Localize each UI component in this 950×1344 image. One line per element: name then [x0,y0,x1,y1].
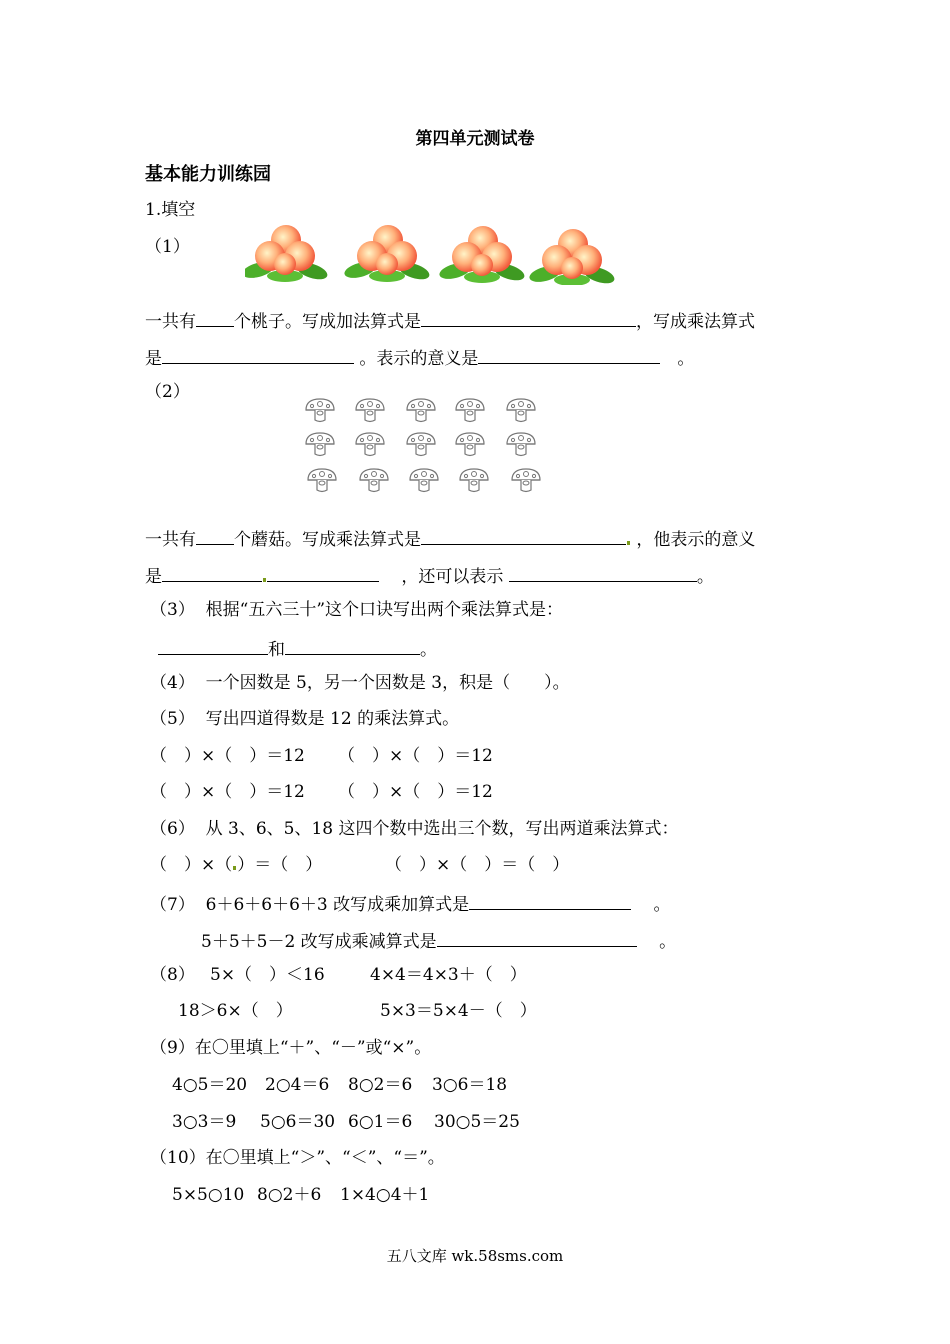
question-8-item: 4×4＝4×3＋（ ） [370,965,527,985]
question-9-item: 6○1＝6 [348,1112,413,1132]
peach-icon [343,225,432,283]
question-9: （9）在〇里填上“＋”、“－”或“×”。 [150,1038,432,1058]
blank[interactable] [267,563,379,582]
question-7-line-2: 5＋5＋5－2 改写成乘减算式是 。 [201,928,676,953]
mushroom-grid [300,396,550,500]
blank[interactable] [162,345,354,364]
question-9-item: 30○5＝25 [434,1112,520,1132]
question-1-1-line-1: 一共有 个桃子。写成加法算式是 ，写成乘法算式 [145,308,755,333]
blank[interactable] [196,308,234,327]
question-5-equation: （ ）×（ ）＝12 [338,746,493,766]
blank[interactable] [421,308,636,327]
question-5-equation: （ ）×（ ）＝12 [338,782,493,802]
question-10: （10）在〇里填上“＞”、“＜”、“＝”。 [150,1148,445,1168]
question-1-1-line-2: 是 。表示的意义是 。 [145,345,694,370]
question-4: （4） 一个因数是 5，另一个因数是 3，积是（ ）。 [150,673,570,693]
page-title: 第四单元测试卷 [415,129,535,149]
blank[interactable] [478,345,660,364]
question-8-item: 5×3＝5×4－（ ） [380,1001,537,1021]
mushroom-icon [306,399,334,422]
blank[interactable] [285,636,420,655]
mushroom-icon [460,469,488,492]
question-6-equation: （ ）×（ ）＝（ ） [385,855,570,875]
question-10-item: 5×5○10 [172,1185,245,1205]
mushroom-icon [456,399,484,422]
mushroom-icon [306,433,334,456]
mushroom-icon [407,399,435,422]
question-6-equation: （ ）×（ ）＝（ ） [150,855,323,875]
question-8-item: 5×（ ）＜16 [210,965,325,985]
blank[interactable] [162,563,262,582]
question-10-item: 1×4○4＋1 [340,1185,430,1205]
mushroom-icon [507,433,535,456]
question-9-item: 8○2＝6 [348,1075,413,1095]
question-1-heading: 1.填空 [145,200,196,220]
question-9-item: 3○3＝9 [172,1112,237,1132]
question-9-item: 5○6＝30 [260,1112,336,1132]
blank[interactable] [196,526,234,545]
question-1-2-label: （2） [145,382,190,402]
mushroom-icon [456,433,484,456]
question-5: （5） 写出四道得数是 12 的乘法算式。 [150,709,460,729]
question-8-item: 18＞6×（ ） [178,1001,293,1021]
question-5-equation: （ ）×（ ）＝12 [150,782,305,802]
peach-icon [245,225,329,283]
question-1-2-line-2: 是 ，还可以表示 。 [145,563,714,588]
question-3-answer: 和 。 [158,636,437,661]
mushroom-icon [360,469,388,492]
peach-icon [528,229,617,285]
question-6: （6） 从 3、6、5、18 这四个数中选出三个数，写出两道乘法算式： [150,819,679,839]
peach-illustration-row [245,213,625,285]
blank[interactable] [158,636,268,655]
blank[interactable] [509,563,697,582]
question-9-item: 2○4＝6 [265,1075,330,1095]
mushroom-icon [356,399,384,422]
question-3: （3） 根据“五六三十”这个口诀写出两个乘法算式是： [150,600,564,620]
question-9-item: 4○5＝20 [172,1075,248,1095]
stray-mark [233,866,236,870]
mushroom-icon [507,399,535,422]
question-10-item: 8○2＋6 [257,1185,322,1205]
question-8-label: （8） [150,965,195,985]
mushroom-icon [410,469,438,492]
section-heading: 基本能力训练园 [145,164,271,185]
mushroom-icon [356,433,384,456]
blank[interactable] [469,891,631,910]
mushroom-icon [512,469,540,492]
question-1-2-line-1: 一共有 个蘑菇。写成乘法算式是 ，他表示的意义 [145,526,755,551]
question-1-1-label: （1） [145,237,190,257]
mushroom-icon [407,433,435,456]
stray-mark [627,541,630,545]
page-footer: 五八文库 wk.58sms.com [386,1247,564,1265]
blank[interactable] [421,526,626,545]
question-9-item: 3○6＝18 [432,1075,508,1095]
blank[interactable] [437,928,637,947]
question-7-line-1: （7） 6＋6＋6＋6＋3 改写成乘加算式是 。 [150,891,671,916]
peach-icon [438,226,527,284]
question-5-equation: （ ）×（ ）＝12 [150,746,305,766]
mushroom-icon [308,469,336,492]
stray-mark [263,578,266,582]
